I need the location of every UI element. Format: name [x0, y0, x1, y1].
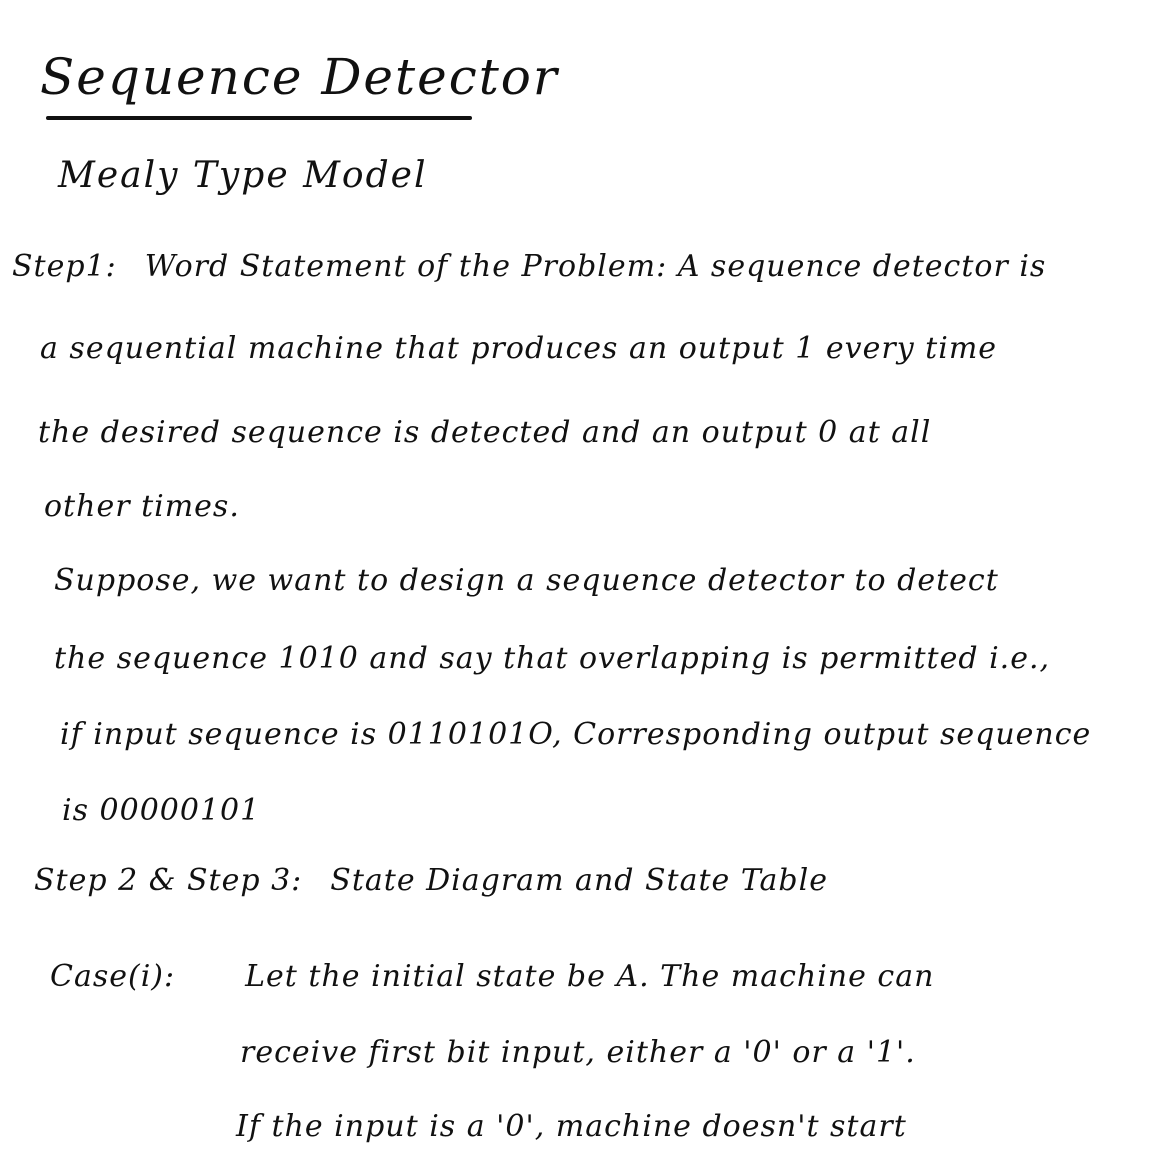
step1-label: Step1: — [12, 249, 117, 284]
step1-line-4: other times. — [44, 489, 240, 524]
example-line-3: if input sequence is 0110101O, Corresponding output sequence — [60, 717, 1092, 752]
case1-line-2: receive first bit input, either a '0' or a '1'. — [240, 1035, 916, 1070]
case1-line-1 — [50, 959, 935, 994]
step1-line-1 — [12, 249, 1047, 284]
step2-line — [34, 863, 828, 898]
page-title: Sequence Detector — [40, 48, 559, 106]
step1-text-1: Word Statement of the Problem: A sequence detector is — [144, 249, 1047, 284]
step2-label: Step 2 & Step 3: — [34, 863, 303, 898]
step1-line-2: a sequential machine that produces an output 1 every time — [40, 331, 998, 366]
step2-text: State Diagram and State Table — [330, 863, 828, 898]
case1-label: Case(i): — [50, 959, 176, 994]
case1-text-1: Let the initial state be A. The machine can — [245, 959, 935, 994]
example-line-2: the sequence 1010 and say that overlapping is permitted i.e., — [54, 641, 1051, 676]
example-line-4: is 00000101 — [62, 793, 261, 828]
title-underline — [46, 116, 472, 120]
case1-line-3: If the input is a '0', machine doesn't start — [236, 1109, 907, 1144]
page-subtitle: Mealy Type Model — [58, 155, 428, 196]
example-line-1: Suppose, we want to design a sequence detector to detect — [54, 563, 999, 598]
step1-line-3: the desired sequence is detected and an output 0 at all — [38, 415, 932, 450]
